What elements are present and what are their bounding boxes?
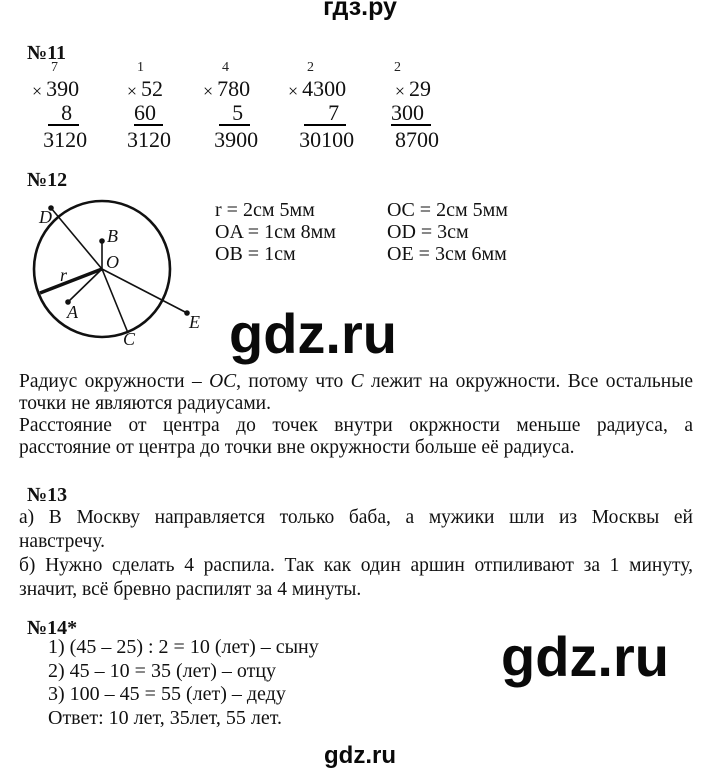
multiplier: 8: [48, 102, 79, 126]
text-run: лежит на окружности. Все остальные: [363, 371, 693, 392]
carry-digit: 4: [222, 60, 229, 75]
multiplicand-row: [395, 77, 431, 102]
multiply-sign: ×: [288, 81, 299, 101]
task-12-answer: [19, 371, 693, 459]
point-label-c: C: [123, 329, 136, 349]
solution-step: 3) 100 – 45 = 55 (лет) – деду: [48, 683, 286, 705]
point-label-b: B: [107, 226, 118, 246]
site-brand-bottom: gdz.ru: [324, 742, 396, 769]
task-13-answer: [19, 506, 693, 602]
task-14-answer: [48, 636, 319, 730]
solution-line: точки не являются радиусами.: [19, 393, 271, 414]
point-label-a: A: [67, 302, 78, 322]
solution-line: расстояние от центра до точки вне окружности больше её радиуса.: [19, 437, 575, 458]
multiply-sign: ×: [203, 81, 214, 101]
multiply-sign: ×: [126, 81, 137, 101]
text-run-italic: С: [350, 371, 364, 392]
site-brand-top: гдз.ру: [323, 0, 397, 21]
product: 8700: [395, 127, 439, 152]
task-11-label: №11: [27, 42, 66, 64]
solution-step: 2) 45 – 10 = 35 (лет) – отцу: [48, 659, 277, 682]
radius-line: [40, 269, 102, 293]
mult-problem-4: [288, 60, 355, 152]
carry-digit: 2: [307, 60, 314, 75]
multiplier: 5: [219, 102, 250, 126]
text-run-italic: ОС: [209, 371, 237, 392]
product: 3900: [214, 127, 259, 152]
multiplicand: 52: [141, 76, 163, 101]
gdz-watermark: gdz.ru: [501, 625, 669, 688]
multiplicand-row: [288, 77, 346, 102]
point-label-e: E: [189, 312, 200, 332]
multiplicand: 390: [46, 76, 80, 101]
text-run: , потому что: [236, 371, 351, 392]
mult-problem-3: [203, 60, 259, 152]
mult-problem-5: [375, 60, 439, 152]
solution-step: 1) (45 – 25) : 2 = 10 (лет) – сыну: [48, 636, 319, 658]
point-label-o: O: [106, 252, 119, 272]
text-run: Радиус окружности –: [19, 371, 210, 392]
carry-digit: 7: [51, 60, 58, 75]
point-dot-b: [99, 238, 105, 244]
gdz-watermark: gdz.ru: [229, 302, 397, 365]
task-13-label: №13: [27, 484, 68, 506]
measurements-left: [215, 199, 336, 265]
multiplicand-row: [127, 77, 163, 102]
segment-oc: [102, 269, 128, 333]
point-label-d: D: [39, 207, 52, 227]
multiplicand: 4300: [302, 76, 347, 101]
product: 30100: [299, 127, 355, 152]
task-14-label: №14*: [27, 617, 78, 639]
multiplicand: 29: [409, 76, 431, 101]
solution-line: [19, 371, 693, 393]
measurement: OE = 3см 6мм: [387, 243, 507, 265]
multiply-sign: ×: [394, 81, 405, 101]
measurement: OC = 2см 5мм: [387, 199, 508, 221]
multiplicand-row: [203, 77, 250, 102]
radius-label: r: [60, 265, 68, 285]
task-12-label: №12: [27, 169, 68, 191]
measurement: r = 2см 5мм: [215, 199, 315, 221]
multiplicand-row: [32, 77, 79, 102]
multiplier: 300: [391, 102, 431, 126]
mult-problem-1: [32, 60, 88, 152]
measurements-right: [387, 199, 508, 265]
product: 3120: [43, 127, 88, 152]
measurement: OD = 3см: [387, 221, 469, 243]
segment-od: [51, 208, 102, 269]
multiplier: 60: [134, 102, 163, 126]
product: 3120: [127, 127, 171, 152]
multiplier: 7: [304, 102, 346, 126]
carry-digit: 2: [394, 60, 401, 75]
multiplicand: 780: [217, 76, 251, 101]
measurement: OA = 1см 8мм: [215, 221, 336, 243]
measurement: OB = 1см: [215, 243, 296, 265]
solution-line: а) В Москву направляется только баба, а мужики шли из Москвы ей: [19, 507, 693, 528]
solution-answer: Ответ: 10 лет, 35лет, 55 лет.: [48, 706, 282, 729]
mult-problem-2: [118, 60, 171, 152]
circle-diagram: [23, 188, 223, 356]
carry-digit: 1: [137, 60, 144, 75]
solution-line: значит, всё бревно распилят за 4 минуты.: [19, 579, 362, 600]
solution-line: б) Нужно сделать 4 распила. Так как один аршин отпиливают за 1 минуту,: [19, 555, 693, 576]
solution-line: Расстояние от центра до точек внутри окржности меньше радиуса, а: [19, 415, 693, 436]
segment-oe: [102, 269, 187, 313]
multiply-sign: ×: [32, 81, 43, 101]
solution-line: навстречу.: [19, 531, 105, 552]
